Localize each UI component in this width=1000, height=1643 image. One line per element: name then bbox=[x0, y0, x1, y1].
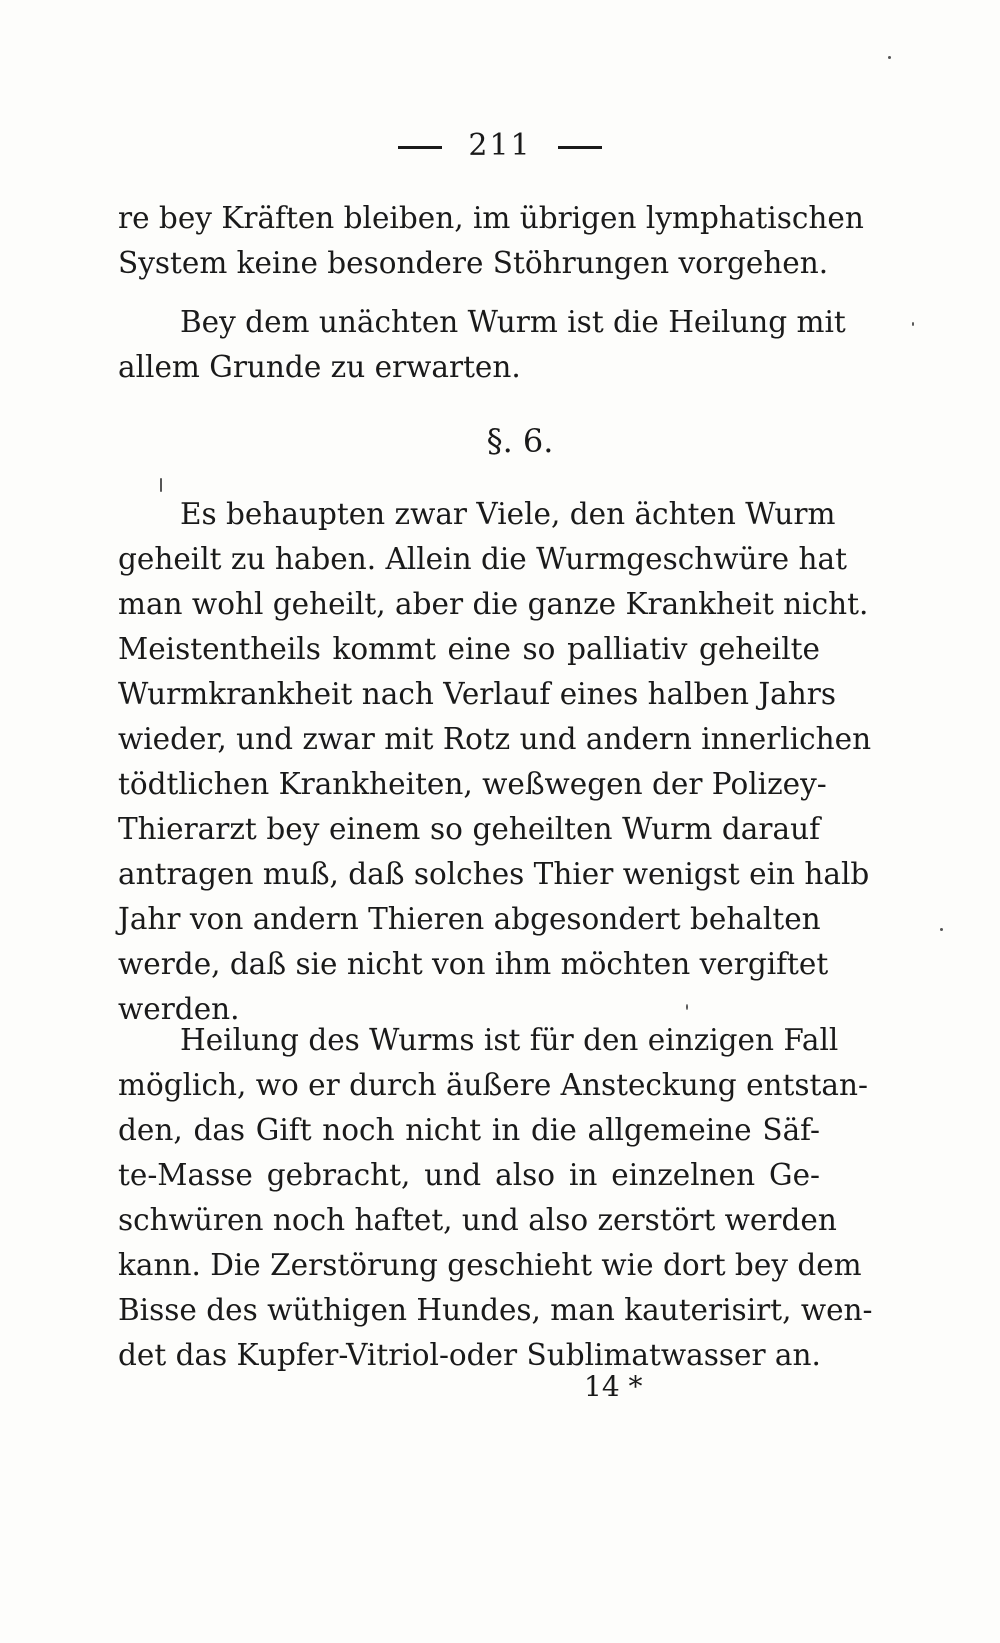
text-line: System keine besondere Stöhrungen vorgehen. bbox=[118, 246, 829, 280]
text-line: te-Masse gebracht, und also in einzelnen Ge- bbox=[118, 1158, 820, 1192]
text-line: antragen muß, daß solches Thier wenigst ein halb bbox=[118, 857, 870, 891]
header-dash-left bbox=[398, 146, 442, 149]
text-line: man wohl geheilt, aber die ganze Krankheit nicht. bbox=[118, 587, 869, 621]
text-line: wieder, und zwar mit Rotz und andern innerlichen bbox=[118, 722, 872, 756]
text-line: werden. bbox=[118, 992, 240, 1026]
header-dash-right bbox=[558, 146, 602, 149]
text-line: Jahr von andern Thieren abgesondert behalten bbox=[118, 902, 821, 936]
paragraph-1 bbox=[118, 196, 864, 286]
paper-speck bbox=[686, 1004, 688, 1010]
text-line: allem Grunde zu erwarten. bbox=[118, 350, 521, 384]
text-line: möglich, wo er durch äußere Ansteckung entstan- bbox=[118, 1068, 868, 1102]
text-line: tödtlichen Krankheiten, weßwegen der Polizey- bbox=[118, 767, 827, 801]
section-heading: §. 6. bbox=[486, 422, 554, 460]
paragraph-2 bbox=[118, 300, 846, 390]
text-line: Bisse des wüthigen Hundes, man kauterisirt, wen- bbox=[118, 1293, 873, 1327]
paper-speck bbox=[940, 928, 943, 931]
text-line: geheilt zu haben. Allein die Wurmgeschwüre hat bbox=[118, 542, 847, 576]
text-line: den, das Gift noch nicht in die allgemeine Säf- bbox=[118, 1113, 820, 1147]
text-line: Bey dem unächten Wurm ist die Heilung mit bbox=[180, 305, 846, 339]
text-line: Meistentheils kommt eine so palliativ geheilte bbox=[118, 632, 820, 666]
paper-speck bbox=[888, 56, 891, 59]
text-line: Thierarzt bey einem so geheilten Wurm darauf bbox=[118, 812, 820, 846]
text-line: re bey Kräften bleiben, im übrigen lymphatischen bbox=[118, 201, 864, 235]
text-line: kann. Die Zerstörung geschieht wie dort bey dem bbox=[118, 1248, 862, 1282]
page-number: 211 bbox=[468, 128, 532, 163]
paragraph-4 bbox=[118, 1018, 873, 1378]
text-line: Heilung des Wurms ist für den einzigen Fall bbox=[180, 1023, 839, 1057]
text-line: werde, daß sie nicht von ihm möchten vergiftet bbox=[118, 947, 829, 981]
text-line: schwüren noch haftet, und also zerstört werden bbox=[118, 1203, 837, 1237]
text-line: Es behaupten zwar Viele, den ächten Wurm bbox=[180, 497, 836, 531]
text-line: Wurmkrankheit nach Verlauf eines halben Jahrs bbox=[118, 677, 836, 711]
paper-speck bbox=[160, 478, 162, 492]
page-header bbox=[0, 128, 1000, 163]
paper-speck bbox=[912, 322, 914, 326]
signature-mark: 14 * bbox=[584, 1370, 643, 1403]
text-line: det das Kupfer-Vitriol-oder Sublimatwasser an. bbox=[118, 1338, 821, 1372]
paragraph-3 bbox=[118, 492, 872, 1032]
